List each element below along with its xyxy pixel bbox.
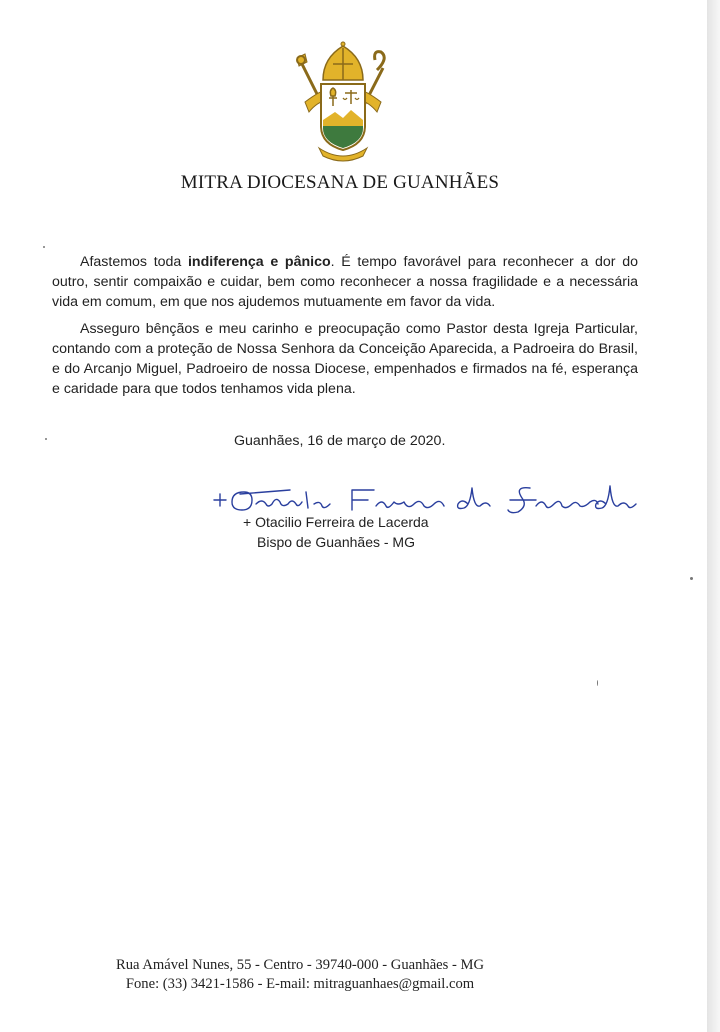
paragraph-1-start: Afastemos toda <box>80 254 188 270</box>
paragraph-1-bold: indiferença e pânico <box>187 254 331 270</box>
page-title: MITRA DIOCESANA DE GUANHÃES <box>180 172 500 193</box>
paper-speck <box>45 438 47 440</box>
signer-block <box>243 512 429 552</box>
diocese-coat-of-arms-icon <box>293 40 393 165</box>
letter-date: Guanhães, 16 de março de 2020. <box>234 433 446 449</box>
signer-name: + Otacilio Ferreira de Lacerda <box>243 514 429 530</box>
paragraph-1 <box>52 252 638 312</box>
paragraph-1-rest: . É tempo favorável para reconhecer a dor do outro, sentir compaixão e cuidar, bem como reconhecer a nossa fragilidade e a necessária vida em comum, em que nos ajudemos mutuamente em favor da vida. <box>52 254 638 310</box>
paragraph-2: Asseguro bênçãos e meu carinho e preocupação como Pastor desta Igreja Particular, contando com a proteção de Nossa Senhora da Conceição Aparecida, a Padroeira do Brasil, e do Arcanjo Miguel, Padroeiro de nossa Diocese, empenhados e firmados na fé, esperança e caridade para que todos tenhamos vida plena. <box>52 321 638 397</box>
paper-speck <box>690 577 693 580</box>
paper-speck <box>597 680 598 686</box>
signer-title: Bispo de Guanhães - MG <box>257 534 415 550</box>
footer-address: Rua Amável Nunes, 55 - Centro - 39740-000 - Guanhães - MG <box>115 957 484 973</box>
letter-footer <box>0 956 600 994</box>
page-edge-shadow <box>707 0 720 1032</box>
paper-speck <box>43 246 45 248</box>
footer-contact: Fone: (33) 3421-1586 - E-mail: mitraguanhaes@gmail.com <box>125 976 475 992</box>
